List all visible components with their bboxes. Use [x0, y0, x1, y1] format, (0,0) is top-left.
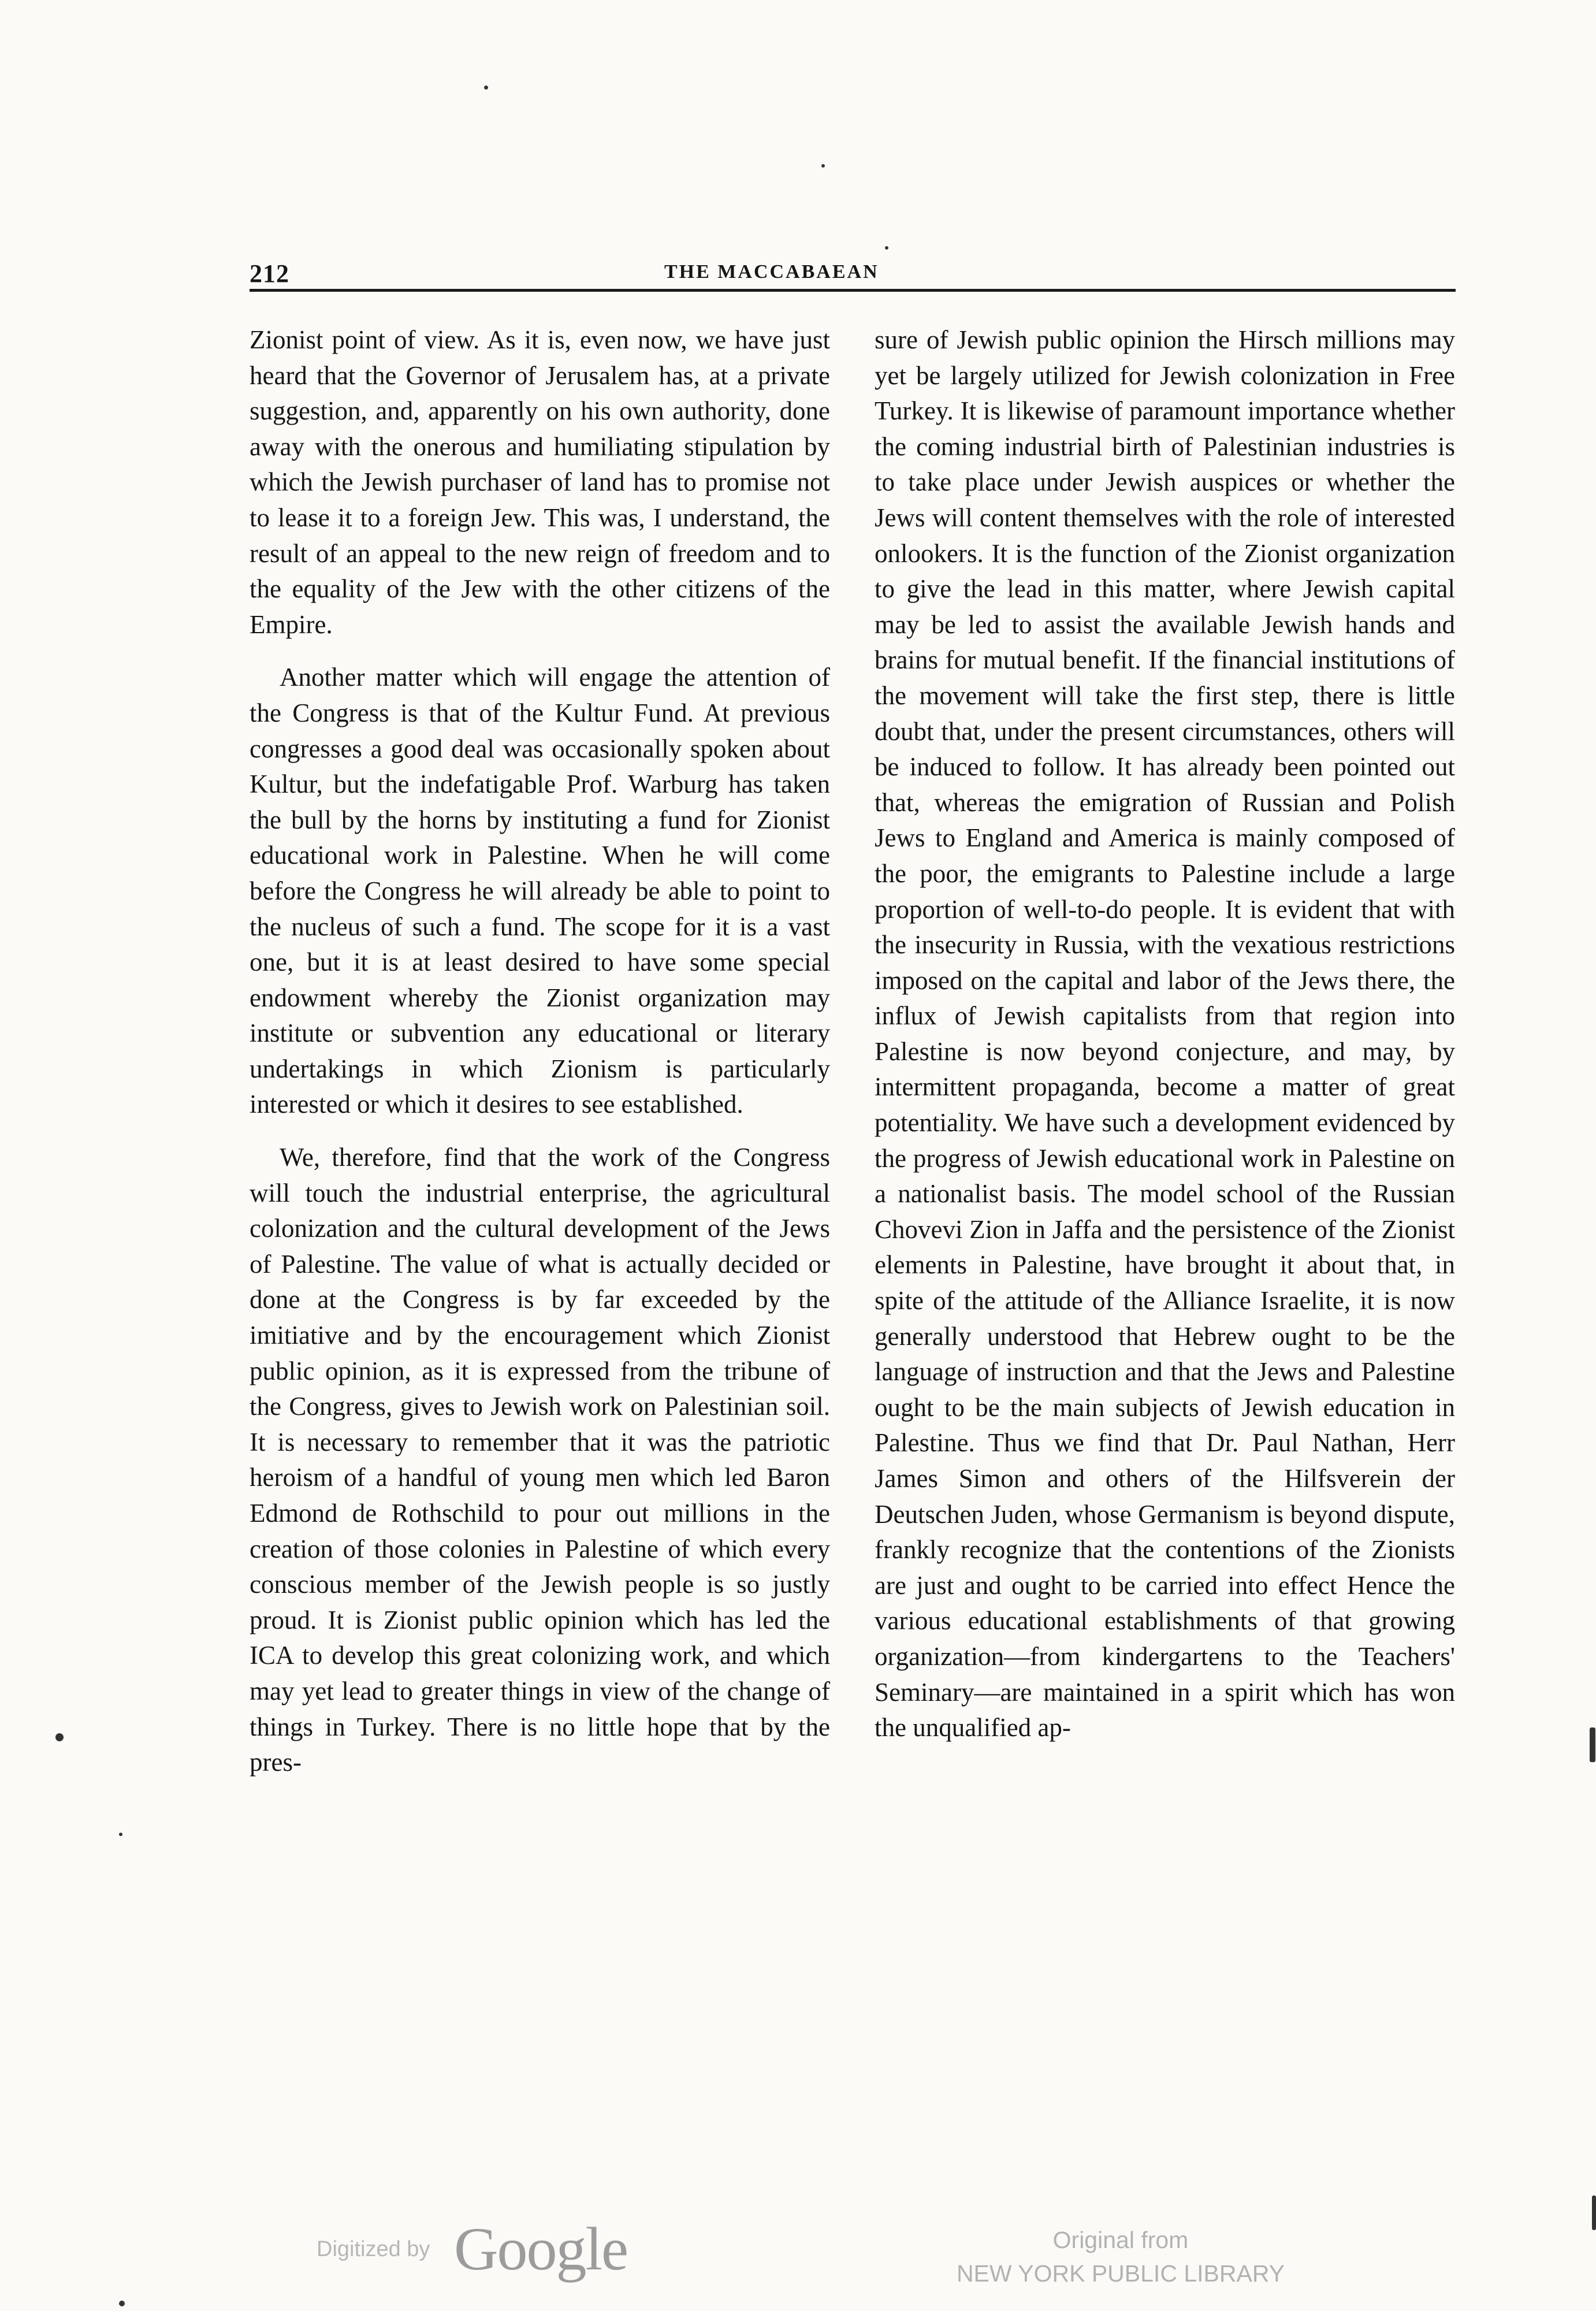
- scan-speck: [119, 2301, 125, 2306]
- header-rule: [250, 289, 1456, 292]
- scan-speck: [119, 1833, 122, 1836]
- scan-speck: [1592, 2195, 1596, 2230]
- library-name: NEW YORK PUBLIC LIBRARY: [956, 2260, 1285, 2287]
- scan-speck: [821, 164, 825, 168]
- paragraph: Zionist point of view. As it is, even now, we have just heard that the Governor of Jerusalem has, at a private suggestion, and, apparently on his own authority, done away with the onerous and humiliating stipulation by which the Jewish purchaser of land has to promise not to lease it to a foreign Jew. This was, I understand, the result of an appeal to the new reign of freedom and to the equality of the Jew with the other citizens of the Empire.: [250, 325, 830, 639]
- digitized-by-label: Digitized by: [317, 2237, 430, 2261]
- left-column: [250, 322, 830, 1781]
- scan-speck: [484, 86, 488, 90]
- page-number: 212: [250, 259, 289, 288]
- paragraph: sure of Jewish public opinion the Hirsch millions may yet be largely utilized for Jewish colonization in Free Turkey. It is likewise of paramount importance whether the coming industrial birth of Palestinian industries is to take place under Jewish auspices or whether the Jews will content themselves with the role of interested onlookers. It is the function of the Zionist organization to give the lead in this matter, where Jewish capital may be led to assist the available Jewish hands and brains for mutual benefit. If the financial institutions of the movement will take the first step, there is little doubt that, under the present circumstances, others will be induced to follow. It has already been pointed out that, whereas the emigration of Russian and Polish Jews to England and America is mainly composed of the poor, the emigrants to Palestine include a large proportion of well-to-do people. It is evident that with the insecurity in Russia, with the vexatious restrictions imposed on the capital and labor of the Jews there, the influx of Jewish capitalists from that region into Palestine is now beyond conjecture, and may, by intermittent propaganda, become a matter of great potentiality. We have such a development evidenced by the progress of Jewish educational work in Palestine on a nationalist basis. The model school of the Russian Chovevi Zion in Jaffa and the persistence of the Zionist elements in Palestine, have brought it about that, in spite of the attitude of the Alliance Israelite, it is now generally understood that Hebrew ought to be the language of instruction and that the Jews and Palestine ought to be the main subjects of Jewish education in Palestine. Thus we find that Dr. Paul Nathan, Herr James Simon and others of the Hilfsverein der Deutschen Juden, whose Germanism is beyond dispute, frankly recognize that the contentions of the Zionists are just and ought to be carried into effect Hence the various educational establishments of that growing organization—from kindergartens to the Teachers' Seminary—are maintained in a spirit which has won the unqualified ap-: [875, 325, 1455, 1742]
- scan-speck: [885, 246, 888, 250]
- right-column: [875, 322, 1455, 1746]
- paragraph: We, therefore, find that the work of the Congress will touch the industrial enterprise, the agricultural colonization and the cultural development of the Jews of Palestine. The value of what is actually decided or done at the Congress is by far exceeded by the imitiative and by the encouragement which Zionist public opinion, as it is expressed from the tribune of the Congress, gives to Jewish work on Palestinian soil. It is necessary to remember that it was the patriotic heroism of a handful of young men which led Baron Edmond de Rothschild to pour out millions in the creation of those colonies in Palestine of which every conscious member of the Jewish people is so justly proud. It is Zionist public opinion which has led the ICA to develop this great colonizing work, and which may yet lead to greater things in view of the change of things in Turkey. There is no little hope that by the pres-: [250, 1143, 830, 1777]
- original-from-label: Original from: [1052, 2227, 1189, 2253]
- google-logo: Google: [454, 2215, 628, 2283]
- library-attribution: [901, 2223, 1340, 2290]
- paragraph: Another matter which will engage the attention of the Congress is that of the Kultur Fund. At previous congresses a good deal was occasionally spoken about Kultur, but the indefatigable Prof. Warburg has taken the bull by the horns by instituting a fund for Zionist educational work in Palestine. When he will come before the Congress he will already be able to point to the nucleus of such a fund. The scope for it is a vast one, but it is at least desired to have some special endowment whereby the Zionist organization may institute or subvention any educational or literary undertakings in which Zionism is particularly interested or which it desires to see established.: [250, 663, 830, 1119]
- running-title: THE MACCABAEAN: [664, 261, 879, 283]
- scan-speck: [1590, 1727, 1595, 1762]
- scan-speck: [55, 1733, 64, 1741]
- google-digitized-watermark: [317, 2215, 652, 2283]
